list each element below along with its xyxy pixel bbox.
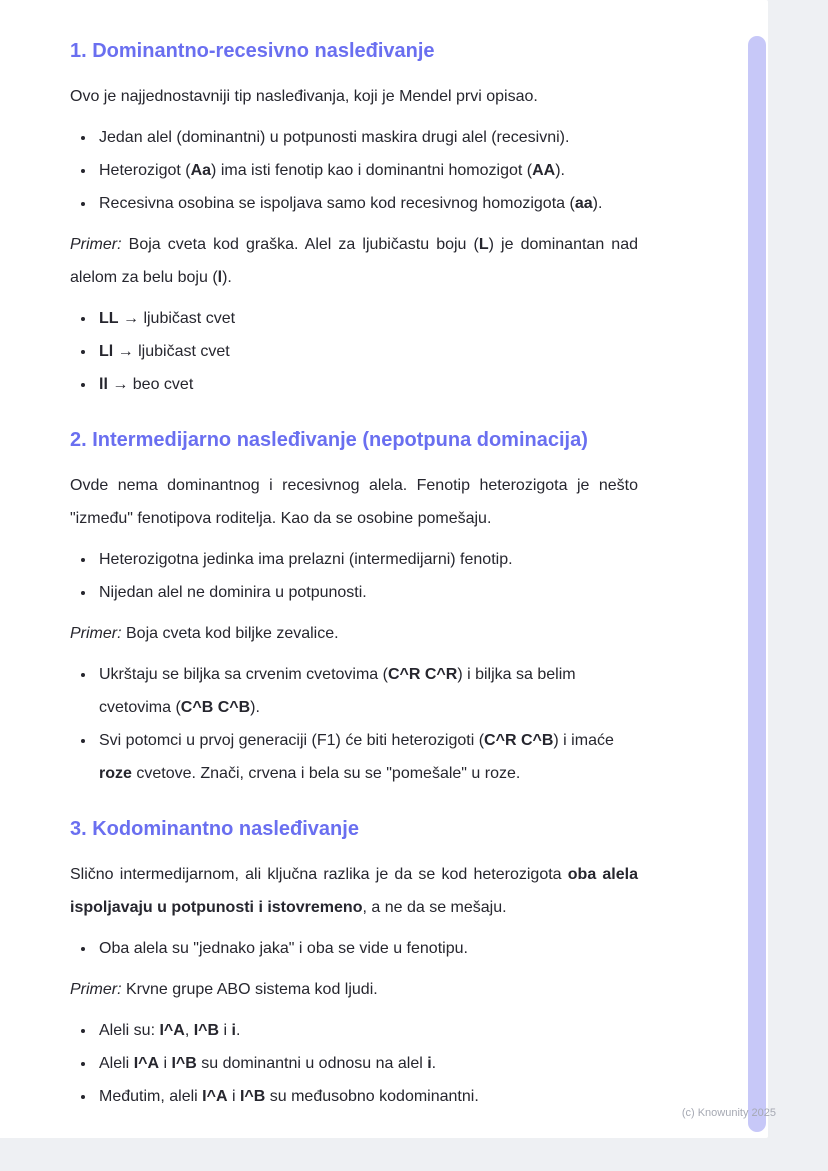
list-item: • Heterozigot (Aa) ima isti fenotip kao i dominantni homozigot (AA). [96, 154, 638, 187]
paragraph: Primer: Boja cveta kod graška. Alel za ljubičastu boju (L) je dominantan nad alelom za belu boju (l). [70, 236, 638, 286]
bullet-list [70, 932, 638, 965]
copyright-watermark: (c) Knowunity 2025 [681, 1107, 776, 1119]
paragraph: Ovde nema dominantnog i recesivnog alela. Fenotip heterozigota je nešto "između" fenotipova roditelja. Kao da se osobine pomešaju. [70, 477, 638, 527]
list-item: • Aleli I^A i I^B su dominantni u odnosu na alel i. [96, 1047, 638, 1080]
list-item: • Ukrštaju se biljka sa crvenim cvetovima (C^R C^R) i biljka sa belim cvetovima (C^B C^B). [96, 658, 638, 724]
list-item: • Nijedan alel ne dominira u potpunosti. [96, 576, 638, 609]
list-item: • Jedan alel (dominantni) u potpunosti maskira drugi alel (recesivni). [96, 121, 638, 154]
list-item: • Oba alela su "jednako jaka" i oba se vide u fenotipu. [96, 932, 638, 965]
section-heading: 3. Kodominantno nasleđivanje [70, 818, 359, 840]
bullet-list [70, 121, 638, 220]
list-item: • Ll → ljubičast cvet [96, 335, 638, 368]
bullet-list [70, 543, 638, 609]
list-item: • Aleli su: I^A, I^B i i. [96, 1014, 638, 1047]
list-item: • LL → ljubičast cvet [96, 302, 638, 335]
paragraph: Primer: Boja cveta kod biljke zevalice. [70, 625, 339, 642]
page-accent-bar [748, 36, 766, 1132]
bullet-list [70, 302, 638, 401]
list-item: • Međutim, aleli I^A i I^B su međusobno kodominantni. [96, 1080, 638, 1113]
section-heading: 2. Intermedijarno nasleđivanje (nepotpuna dominacija) [70, 429, 588, 451]
bullet-list [70, 658, 638, 790]
paragraph: Slično intermedijarnom, ali ključna razlika je da se kod heterozigota oba alela ispoljavaju u potpunosti i istovremeno, a ne da se mešaju. [70, 866, 638, 916]
section-heading: 1. Dominantno-recesivno nasleđivanje [70, 40, 435, 62]
paragraph: Ovo je najjednostavniji tip nasleđivanja, koji je Mendel prvi opisao. [70, 88, 538, 105]
list-item: • ll → beo cvet [96, 368, 638, 401]
list-item: • Heterozigotna jedinka ima prelazni (intermedijarni) fenotip. [96, 543, 638, 576]
paragraph: Primer: Krvne grupe ABO sistema kod ljudi. [70, 981, 378, 998]
bullet-list [70, 1014, 638, 1113]
list-item: • Recesivna osobina se ispoljava samo kod recesivnog homozigota (aa). [96, 187, 638, 220]
list-item: • Svi potomci u prvoj generaciji (F1) će biti heterozigoti (C^R C^B) i imaće roze cvetove. Znači, crvena i bela su se "pomešale" u roze. [96, 724, 638, 790]
